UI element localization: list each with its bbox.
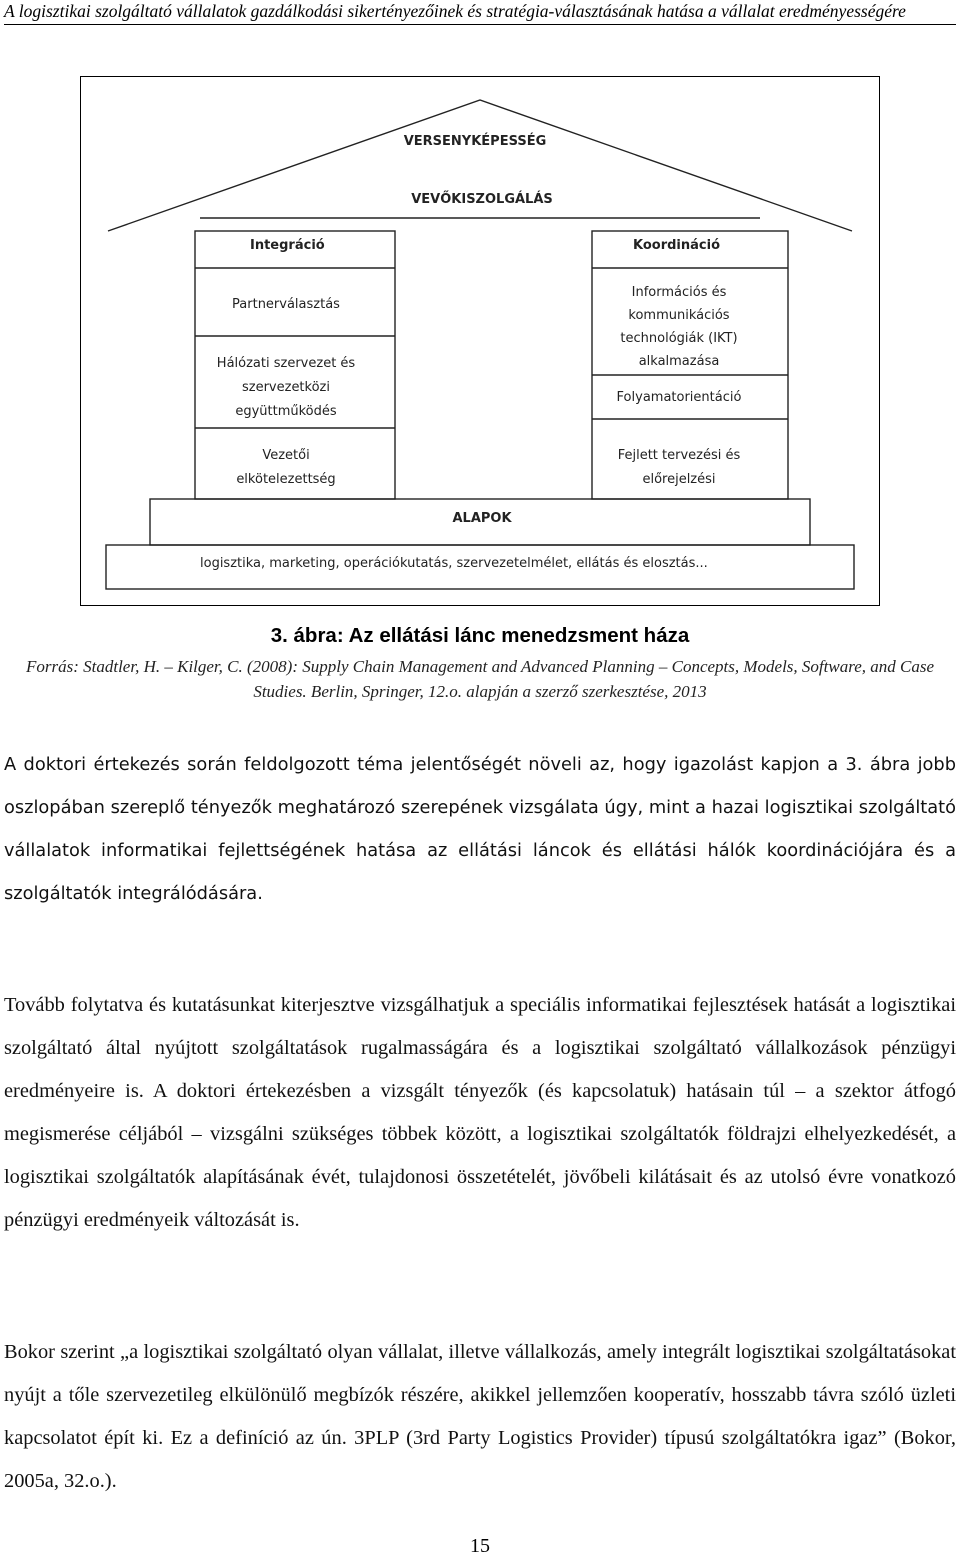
left-item-line: Hálózati szervezet és bbox=[216, 356, 356, 371]
left-item-line: Vezetői bbox=[262, 448, 310, 463]
running-header: A logisztikai szolgáltató vállalatok gazdálkodási sikertényezőinek és stratégia-választásának hatása a vállalat eredményességére bbox=[4, 0, 956, 25]
roof-outline bbox=[108, 100, 852, 231]
left-item-line: elkötelezettség bbox=[236, 472, 336, 487]
left-item-line: együttműködés bbox=[235, 404, 337, 419]
body-paragraph: A doktori értekezés során feldolgozott téma jelentőségét növeli az, hogy igazolást kapjon a 3. ábra jobb oszlopában szereplő tényezők meghatározó szerepének vizsgálata úgy, mint a hazai logisztikai szolgáltató vállalatok informatikai fejlettségének hatása az ellátási láncok és ellátási hálók koordinációjára és a szolgáltatók integrálódására. bbox=[4, 754, 956, 904]
roof-top-label: VERSENYKÉPESSÉG bbox=[403, 134, 547, 149]
right-item-line: előrejelzési bbox=[642, 472, 716, 487]
body-paragraph: Bokor szerint „a logisztikai szolgáltató olyan vállalat, illetve vállalkozás, amely integrált logisztikai szolgáltatásokat nyújt a tőle szervezetileg elkülönülő megbízók részére, akikkel jellemzően kooperatív, hosszabb távra szóló üzleti kapcsolatot épít ki. Ez a definíció az ún. 3PLP (3rd Party Logistics Provider) típusú szolgáltatókra igaz” (Bokor, 2005a, 32.o.). bbox=[4, 1341, 956, 1492]
foundation-title: ALAPOK bbox=[452, 511, 512, 526]
body-paragraph: Tovább folytatva és kutatásunkat kiterjesztve vizsgálhatjuk a speciális informatikai fejlesztések hatását a logisztikai szolgáltató által nyújtott szolgáltatások rugalmasságára és a logisztikai szolgáltató vállalkozások pénzügyi eredményeire is. A doktori értekezésben a vizsgált tényezők (és kapcsolatuk) hatásain túl – a szektor átfogó megismerése céljából – vizsgálni szükséges többek között, a logisztikai szolgáltatók földrajzi elhelyezkedését, a logisztikai szolgáltatók alapításának évét, tulajdonosi összetételét, jövőbeli kilátásait és az utolsó évre vonatkozó pénzügyi eredményeik változását is. bbox=[4, 994, 956, 1231]
foundation-text: logisztika, marketing, operációkutatás, szervezetelmélet, ellátás és elosztás... bbox=[200, 556, 708, 571]
left-item-line: szervezetközi bbox=[241, 380, 331, 395]
right-column-title: Koordináció bbox=[633, 238, 721, 253]
figure-caption-title: 3. ábra: Az ellátási lánc menedzsment háza bbox=[270, 624, 690, 647]
right-item-line: Információs és bbox=[631, 285, 727, 300]
right-item-line: technológiák (IKT) bbox=[620, 331, 738, 346]
right-item-line: kommunikációs bbox=[628, 308, 730, 323]
right-item-line: alkalmazása bbox=[638, 354, 720, 369]
left-item-line: Partnerválasztás bbox=[232, 297, 340, 312]
supply-chain-house-diagram bbox=[0, 0, 960, 620]
figure-caption-source: Forrás: Stadtler, H. – Kilger, C. (2008): Supply Chain Management and Advanced Planning – Concepts, Models, Software, and Case Studies. Berlin, Springer, 12.o. alapján a szerző szerkesztése, 2013 bbox=[25, 657, 934, 701]
right-item-line: Fejlett tervezési és bbox=[617, 448, 741, 463]
left-column-title: Integráció bbox=[250, 238, 325, 253]
roof-bottom-label: VEVŐKISZOLGÁLÁS bbox=[411, 192, 553, 207]
right-item-line: Folyamatorientáció bbox=[616, 390, 742, 405]
page-number: 15 bbox=[470, 1535, 490, 1557]
